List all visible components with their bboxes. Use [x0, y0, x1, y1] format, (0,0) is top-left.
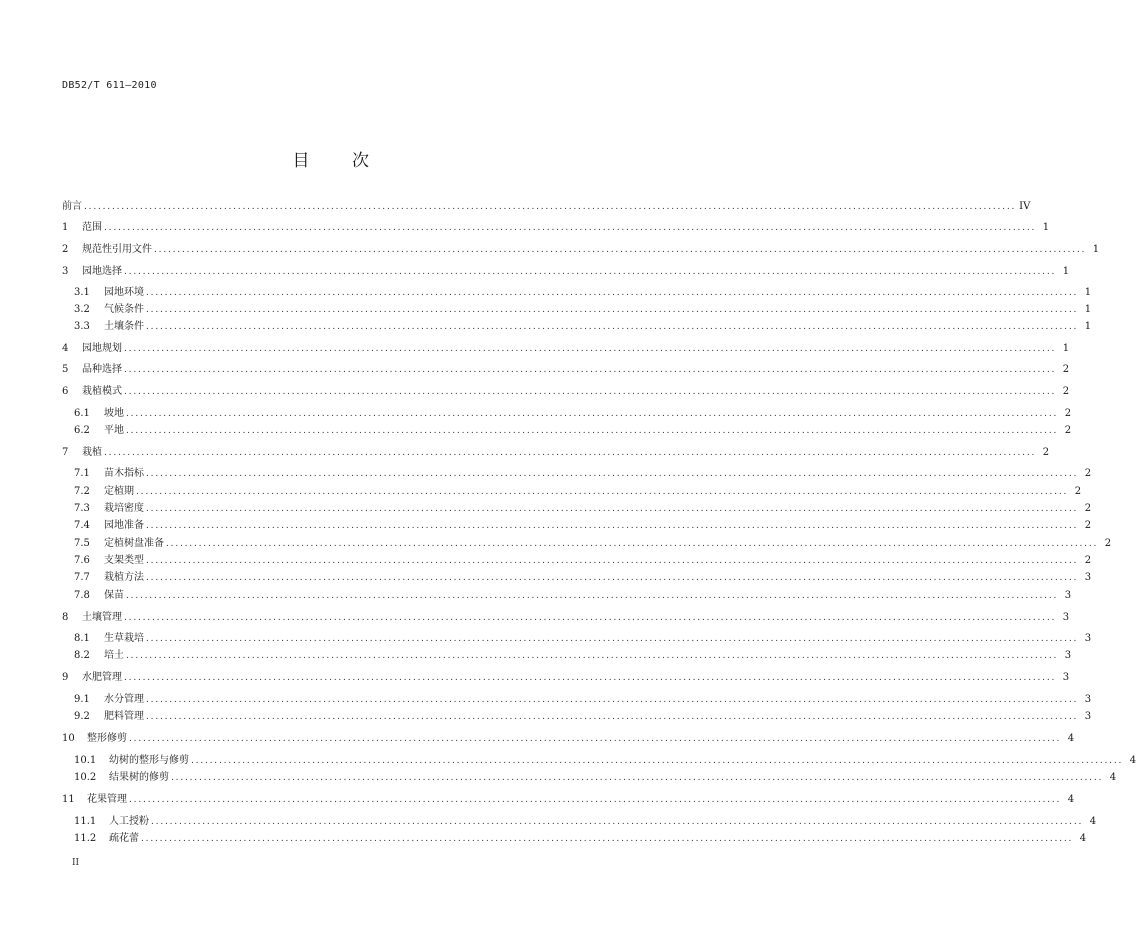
toc-title: [0, 146, 662, 171]
toc-subentry[interactable]: [74, 501, 1092, 517]
toc-entry-label: 园地选择: [82, 266, 122, 277]
toc-subentry[interactable]: [74, 406, 1072, 422]
toc-entry-page: 2: [1064, 425, 1072, 436]
toc-entry-label: 栽植: [82, 447, 102, 458]
toc-entry-number: 11.1: [74, 816, 97, 827]
toc-entry-number: 2: [62, 244, 69, 255]
toc-entry-number: 10.2: [74, 772, 97, 783]
toc-entry-foreword[interactable]: [62, 199, 1031, 215]
toc-entry-number: 7.5: [74, 538, 90, 549]
toc-entry-label: 园地准备: [104, 520, 144, 531]
toc-leader-dots: ........................................................................................................................................................................................................: [104, 448, 1037, 458]
toc-subentry[interactable]: [74, 753, 1136, 769]
toc-entry-page: 4: [1067, 794, 1075, 805]
toc-subentry[interactable]: [74, 631, 1092, 647]
toc-entry-number: 3: [62, 266, 69, 277]
toc-entry[interactable]: [62, 384, 1070, 400]
toc-entry-label: 结果树的修剪: [109, 772, 169, 783]
toc-entry-label: 疏花蕾: [109, 833, 139, 844]
toc-subentry[interactable]: [74, 588, 1072, 604]
toc-leader-dots: ........................................................................................................................................................................................................: [146, 634, 1079, 644]
toc-entry-page: 1: [1084, 304, 1092, 315]
toc-leader-dots: ........................................................................................................................................................................................................: [141, 834, 1074, 844]
toc-leader-dots: ........................................................................................................................................................................................................: [124, 387, 1057, 397]
toc-entry-label: 花果管理: [87, 794, 127, 805]
toc-leader-dots: ........................................................................................................................................................................................................: [166, 539, 1099, 549]
toc-leader-dots: ........................................................................................................................................................................................................: [126, 591, 1059, 601]
toc-entry-label: 坡地: [104, 408, 124, 419]
toc-leader-dots: ........................................................................................................................................................................................................: [151, 817, 1084, 827]
toc-subentry[interactable]: [74, 692, 1092, 708]
page-number: II: [72, 858, 80, 868]
toc-entry-number: 3.1: [74, 287, 90, 298]
toc-entry-number: 7.6: [74, 555, 90, 566]
toc-leader-dots: ........................................................................................................................................................................................................: [124, 673, 1057, 683]
toc-entry-label: 定植树盘准备: [104, 538, 164, 549]
toc-subentry[interactable]: [74, 570, 1092, 586]
toc-entry-label: 栽植方法: [104, 572, 144, 583]
toc-title-char-2: 次: [352, 151, 370, 171]
toc-entry-label: 保苗: [104, 590, 124, 601]
toc-entry-page: 1: [1084, 287, 1092, 298]
toc-entry-number: 11.2: [74, 833, 97, 844]
toc-leader-dots: ........................................................................................................................................................................................................: [146, 573, 1079, 583]
toc-subentry[interactable]: [74, 302, 1092, 318]
toc-entry-page: 3: [1064, 650, 1072, 661]
toc-leader-dots: ........................................................................................................................................................................................................: [146, 469, 1079, 479]
toc-entry-number: 9.2: [74, 711, 90, 722]
toc-entry-label: 园地规划: [82, 343, 122, 354]
toc-entry[interactable]: [62, 341, 1070, 357]
document-code: DB52/T 611—2010: [62, 80, 157, 91]
toc-entry-label: 苗木指标: [104, 468, 144, 479]
toc-entry-label: 前言: [62, 201, 82, 212]
toc-entry-page: 4: [1129, 755, 1136, 766]
toc-entry-page: 1: [1062, 266, 1070, 277]
toc-entry-page: 3: [1084, 633, 1092, 644]
toc-entry-number: 7: [62, 447, 69, 458]
toc-entry-number: 8.1: [74, 633, 90, 644]
toc-entry-number: 7.4: [74, 520, 90, 531]
toc-entry-page: 4: [1079, 833, 1087, 844]
toc-subentry[interactable]: [74, 285, 1092, 301]
toc-leader-dots: ........................................................................................................................................................................................................: [146, 521, 1079, 531]
toc-entry-page: 3: [1064, 590, 1072, 601]
toc-leader-dots: ........................................................................................................................................................................................................: [146, 305, 1079, 315]
toc-entry-label: 范围: [82, 222, 102, 233]
toc-entry-label: 水分管理: [104, 694, 144, 705]
toc-leader-dots: ........................................................................................................................................................................................................: [126, 426, 1059, 436]
toc-entry-number: 7.8: [74, 590, 90, 601]
toc-subentry[interactable]: [74, 319, 1092, 335]
toc-entry-number: 6.1: [74, 408, 90, 419]
toc-entry-page: 4: [1089, 816, 1097, 827]
toc-subentry[interactable]: [74, 466, 1092, 482]
toc-leader-dots: ........................................................................................................................................................................................................: [124, 365, 1057, 375]
toc-entry-label: 培土: [104, 650, 124, 661]
toc-entry-number: 7.1: [74, 468, 90, 479]
toc-entry-number: 7.2: [74, 486, 90, 497]
toc-entry-page: 2: [1084, 468, 1092, 479]
toc-entry-page: 2: [1062, 386, 1070, 397]
toc-entry-number: 11: [62, 794, 75, 805]
toc-entry-page: 1: [1084, 321, 1092, 332]
toc-entry-page: 1: [1062, 343, 1070, 354]
toc-entry-label: 幼树的整形与修剪: [109, 755, 189, 766]
toc-entry-label: 肥料管理: [104, 711, 144, 722]
toc-entry-number: 7.3: [74, 503, 90, 514]
toc-entry[interactable]: [62, 264, 1070, 280]
toc-leader-dots: ........................................................................................................................................................................................................: [126, 409, 1059, 419]
toc-entry-label: 定植期: [104, 486, 134, 497]
toc-subentry[interactable]: [74, 518, 1092, 534]
toc-leader-dots: ........................................................................................................................................................................................................: [146, 556, 1079, 566]
toc-entry-page: 4: [1067, 733, 1075, 744]
toc-subentry[interactable]: [74, 536, 1112, 552]
toc-entry-number: 9.1: [74, 694, 90, 705]
toc-leader-dots: ........................................................................................................................................................................................................: [104, 223, 1037, 233]
toc-entry-label: 土壤条件: [104, 321, 144, 332]
toc-title-char-1: 目: [292, 151, 310, 171]
toc-leader-dots: ........................................................................................................................................................................................................: [146, 322, 1079, 332]
toc-entry-page: 3: [1062, 612, 1070, 623]
toc-entry-label: 人工授粉: [109, 816, 149, 827]
toc-subentry[interactable]: [74, 553, 1092, 569]
toc-subentry[interactable]: [74, 770, 1117, 786]
toc-entry-number: 1: [62, 222, 69, 233]
toc-leader-dots: ........................................................................................................................................................................................................: [124, 344, 1057, 354]
toc-entry-page: 2: [1062, 364, 1070, 375]
toc-leader-dots: ........................................................................................................................................................................................................: [136, 487, 1069, 497]
toc-entry-page: 2: [1064, 408, 1072, 419]
toc-subentry[interactable]: [74, 648, 1072, 664]
toc-leader-dots: ........................................................................................................................................................................................................: [124, 613, 1057, 623]
toc-entry-page: 3: [1062, 672, 1070, 683]
toc-entry[interactable]: [62, 220, 1050, 236]
toc-entry-label: 栽植模式: [82, 386, 122, 397]
toc-subentry[interactable]: [74, 831, 1087, 847]
toc-entry-page: 1: [1092, 244, 1100, 255]
toc-leader-dots: ........................................................................................................................................................................................................: [154, 245, 1087, 255]
toc-entry-label: 规范性引用文件: [82, 244, 152, 255]
toc-entry-number: 5: [62, 364, 69, 375]
toc-entry[interactable]: [62, 445, 1050, 461]
toc-entry[interactable]: [62, 792, 1075, 808]
toc-entry-label: 水肥管理: [82, 672, 122, 683]
toc-entry-label: 整形修剪: [87, 733, 127, 744]
toc-entry-page: 2: [1074, 486, 1082, 497]
toc-entry-number: 6: [62, 386, 69, 397]
toc-subentry[interactable]: [74, 709, 1092, 725]
toc-leader-dots: ........................................................................................................................................................................................................: [191, 756, 1124, 766]
toc-entry-number: 9: [62, 672, 69, 683]
toc-entry-page: 2: [1084, 555, 1092, 566]
toc-entry-label: 土壤管理: [82, 612, 122, 623]
toc-entry-page: 2: [1104, 538, 1112, 549]
toc-entry-label: 品种选择: [82, 364, 122, 375]
toc-entry-page: 2: [1042, 447, 1050, 458]
toc-leader-dots: ........................................................................................................................................................................................................: [129, 795, 1062, 805]
toc-leader-dots: ........................................................................................................................................................................................................: [146, 695, 1079, 705]
toc-entry-page: 2: [1084, 520, 1092, 531]
toc-entry-label: 气候条件: [104, 304, 144, 315]
toc-entry-number: 8.2: [74, 650, 90, 661]
toc-leader-dots: ........................................................................................................................................................................................................: [129, 734, 1062, 744]
toc-leader-dots: ........................................................................................................................................................................................................: [146, 504, 1079, 514]
toc-entry-page: 2: [1084, 503, 1092, 514]
toc-subentry[interactable]: [74, 423, 1072, 439]
toc-entry-page: IV: [1019, 201, 1031, 212]
toc-subentry[interactable]: [74, 814, 1097, 830]
toc-entry-label: 支架类型: [104, 555, 144, 566]
toc-leader-dots: ........................................................................................................................................................................................................: [126, 651, 1059, 661]
toc-entry-number: 3.2: [74, 304, 90, 315]
toc-entry-number: 10: [62, 733, 75, 744]
toc-leader-dots: ........................................................................................................................................................................................................: [124, 267, 1057, 277]
toc-leader-dots: ........................................................................................................................................................................................................: [146, 288, 1079, 298]
toc-entry-label: 栽培密度: [104, 503, 144, 514]
toc-entry[interactable]: [62, 362, 1070, 378]
toc-entry-page: 1: [1042, 222, 1050, 233]
toc-entry-number: 4: [62, 343, 69, 354]
toc-entry-number: 10.1: [74, 755, 97, 766]
toc-entry-number: 7.7: [74, 572, 90, 583]
toc-entry-number: 6.2: [74, 425, 90, 436]
toc-entry-number: 3.3: [74, 321, 90, 332]
toc-entry[interactable]: [62, 670, 1070, 686]
toc-entry-page: 4: [1109, 772, 1117, 783]
toc-entry-label: 园地环境: [104, 287, 144, 298]
toc-entry-page: 3: [1084, 694, 1092, 705]
toc-entry-number: 8: [62, 612, 69, 623]
toc-leader-dots: ........................................................................................................................................................................................................: [84, 202, 1017, 212]
toc-leader-dots: ........................................................................................................................................................................................................: [146, 712, 1079, 722]
toc-entry[interactable]: [62, 610, 1070, 626]
toc-entry[interactable]: [62, 731, 1075, 747]
toc-entry-page: 3: [1084, 572, 1092, 583]
toc-entry-label: 平地: [104, 425, 124, 436]
toc-subentry[interactable]: [74, 484, 1082, 500]
toc-entry[interactable]: [62, 242, 1100, 258]
toc-leader-dots: ........................................................................................................................................................................................................: [171, 773, 1104, 783]
toc-entry-page: 3: [1084, 711, 1092, 722]
toc-entry-label: 生草栽培: [104, 633, 144, 644]
